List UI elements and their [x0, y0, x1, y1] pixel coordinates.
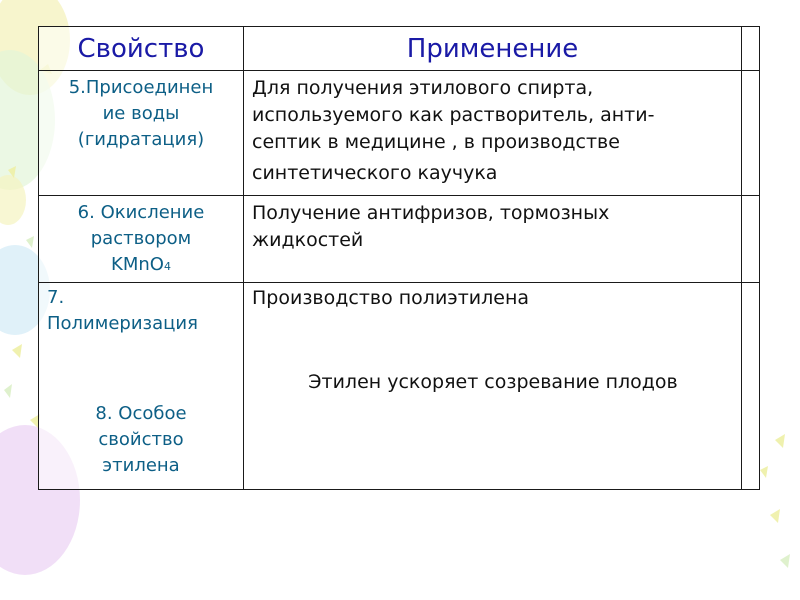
application-line: используемого как растворитель, анти- — [252, 104, 655, 126]
application-ripening: Этилен ускоряет созревание плодов — [308, 371, 678, 393]
row-polymerization-property — [39, 283, 244, 489]
header-spacer — [742, 27, 759, 71]
application-line: Получение антифризов, тормозных — [252, 202, 610, 224]
property-line: Полимеризация — [47, 313, 198, 334]
property-line: 6. Окисление — [77, 202, 205, 223]
row-oxidation-property — [39, 196, 244, 283]
property-line: раствором — [90, 228, 192, 249]
header-application — [244, 27, 742, 71]
property-line: этилена — [102, 455, 180, 476]
property-line: свойство — [98, 429, 184, 450]
row-hydration-property — [39, 71, 244, 196]
application-line: Для получения этилового спирта, — [252, 77, 594, 99]
header-application-label: Применение — [406, 33, 579, 64]
property-line: 5.Присоединен — [68, 77, 214, 98]
formula-subscript: 4 — [163, 260, 171, 273]
row-hydration-application — [244, 71, 742, 196]
application-line: септик в медицине , в производстве — [252, 131, 620, 153]
property-formula — [45, 252, 237, 280]
special-property-label — [39, 401, 243, 479]
row-polymerization-application — [244, 283, 742, 489]
application-polyethylene: Производство полиэтилена — [252, 287, 530, 309]
property-line: 7. — [47, 287, 65, 308]
row-polymerization-spacer — [742, 283, 759, 489]
header-property-label: Свойство — [77, 33, 205, 64]
row-oxidation-application — [244, 196, 742, 283]
polymerization-label — [47, 285, 198, 337]
property-line: 8. Особое — [95, 403, 187, 424]
property-line: ие воды — [102, 103, 180, 124]
row-oxidation-spacer — [742, 196, 759, 283]
row-hydration-spacer — [742, 71, 759, 196]
application-line: жидкостей — [252, 229, 364, 251]
table-grid — [39, 27, 759, 489]
properties-table — [38, 26, 760, 490]
application-line: синтетического каучука — [252, 162, 498, 184]
property-line: (гидратация) — [77, 129, 205, 150]
formula-main: KMnO — [111, 254, 164, 275]
header-property — [39, 27, 244, 71]
